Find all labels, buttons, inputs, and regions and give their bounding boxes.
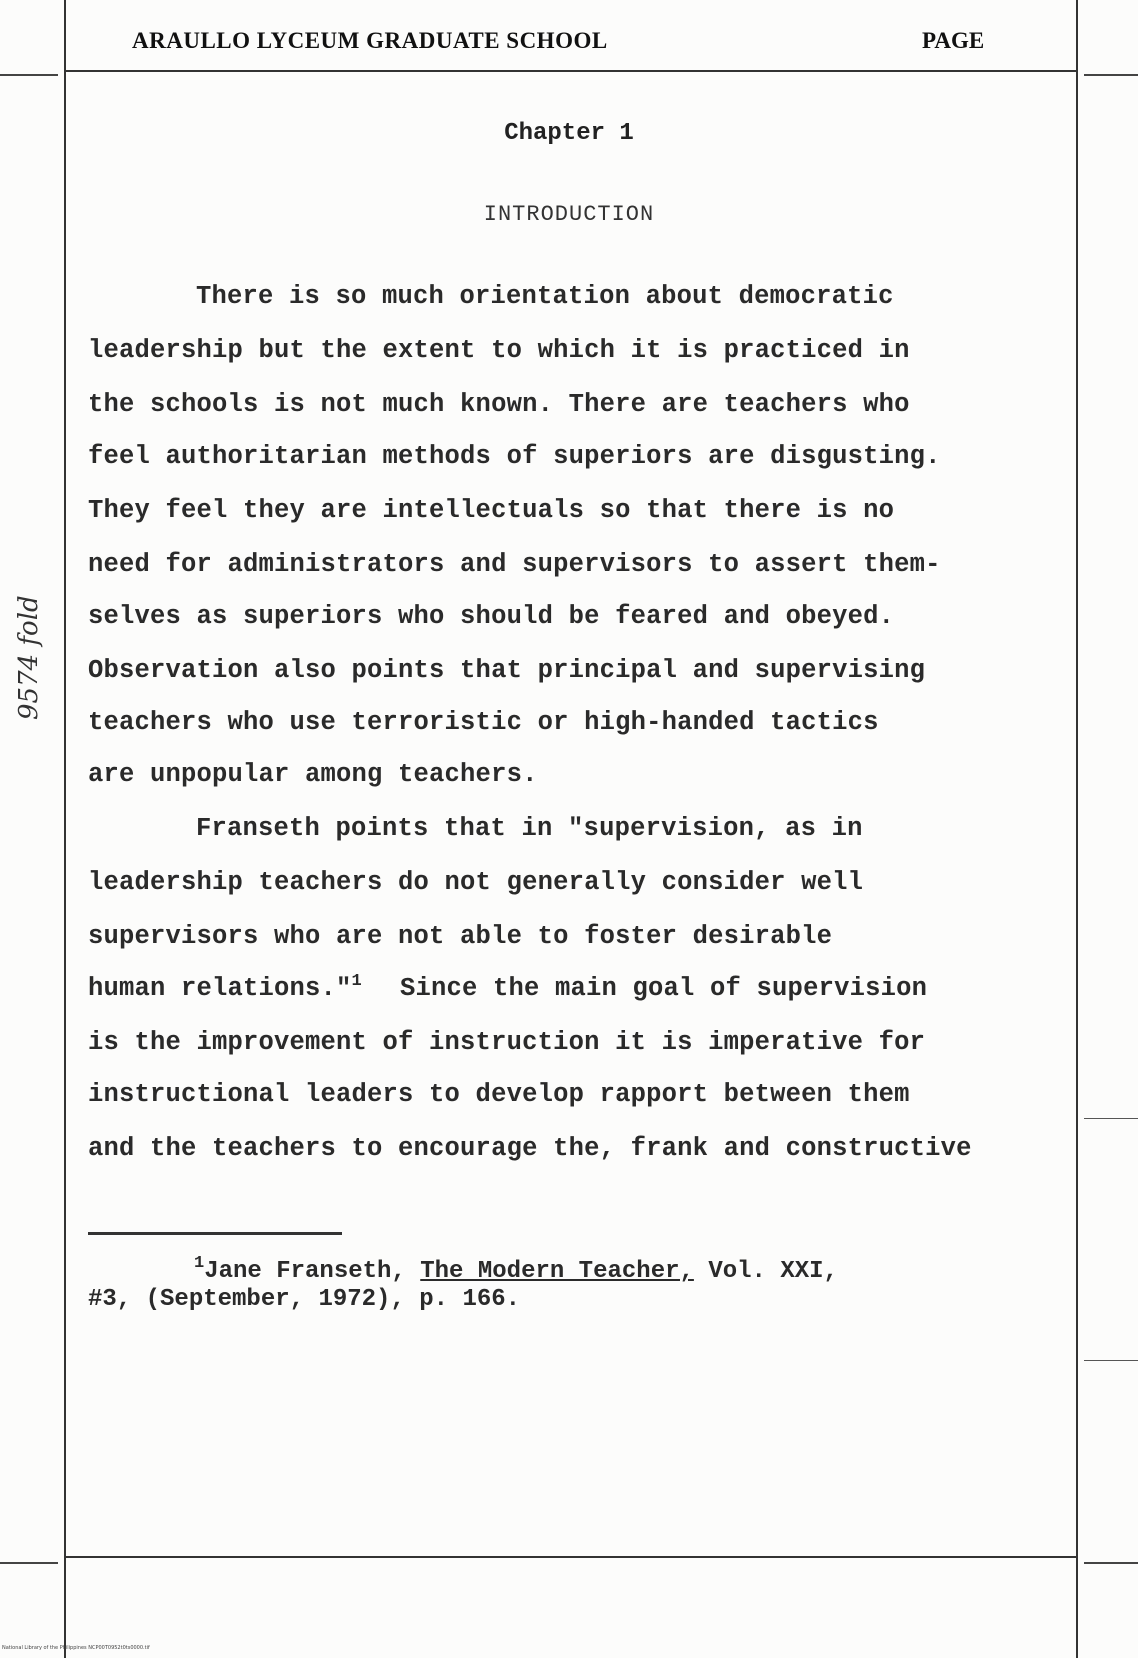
body-line: the schools is not much known. There are teachers who: [88, 390, 910, 419]
body-line: Franseth points that in "supervision, as in: [196, 814, 863, 843]
right-margin-rule: [1076, 0, 1078, 1658]
body-line: need for administrators and supervisors to assert them-: [88, 550, 941, 579]
left-margin-rule: [64, 0, 66, 1658]
footnote-marker: 1: [194, 1254, 205, 1273]
handwritten-margin-note: 9574 fold: [14, 595, 44, 720]
body-line: are unpopular among teachers.: [88, 760, 538, 789]
footnote-line-1: [194, 1254, 838, 1285]
scan-credit: National Library of the Philippines NCP00T0952t0ts0000.tif: [2, 1645, 150, 1651]
page-label: PAGE: [922, 28, 985, 53]
footnote-volume: Vol. XXI,: [708, 1258, 838, 1285]
footnote-separator: [88, 1232, 342, 1235]
body-line: There is so much orientation about democratic: [196, 282, 894, 311]
header-rule-right-extension: [1084, 74, 1138, 76]
margin-tick-right: [1084, 1118, 1138, 1119]
header-rule: [64, 70, 1078, 72]
body-line-fragment: human relations.": [88, 974, 352, 1003]
body-line: instructional leaders to develop rapport between them: [88, 1080, 910, 1109]
body-line: selves as superiors who should be feared and obeyed.: [88, 602, 895, 631]
body-line: leadership teachers do not generally consider well: [88, 868, 864, 897]
body-line: teachers who use terroristic or high-handed tactics: [88, 708, 879, 737]
margin-tick-right-lower: [1084, 1360, 1138, 1361]
body-line: feel authoritarian methods of superiors are disgusting.: [88, 442, 941, 471]
footnote-reference: 1: [351, 972, 362, 991]
body-line-with-footnote: [88, 974, 362, 1003]
section-title: INTRODUCTION: [483, 202, 655, 227]
footer-rule: [64, 1556, 1078, 1558]
header-rule-left-extension: [0, 74, 58, 76]
footer-rule-left-extension: [0, 1562, 58, 1564]
body-line-fragment: Since the main goal of supervision: [400, 974, 928, 1003]
body-line: and the teachers to encourage the, frank and constructive: [88, 1134, 972, 1163]
body-line: leadership but the extent to which it is practiced in: [88, 336, 910, 365]
footnote-line-2: #3, (September, 1972), p. 166.: [88, 1286, 521, 1313]
body-line: is the improvement of instruction it is imperative for: [88, 1028, 926, 1057]
footnote-author: Jane Franseth,: [204, 1258, 406, 1285]
body-line: supervisors who are not able to foster desirable: [88, 922, 833, 951]
chapter-heading: Chapter 1: [504, 120, 634, 147]
footnote-journal: The Modern Teacher,: [420, 1258, 694, 1285]
body-line: Observation also points that principal and supervising: [88, 656, 926, 685]
footer-rule-right-extension: [1084, 1562, 1138, 1564]
body-line: They feel they are intellectuals so that there is no: [88, 496, 895, 525]
school-header: ARAULLO LYCEUM GRADUATE SCHOOL: [132, 28, 608, 53]
